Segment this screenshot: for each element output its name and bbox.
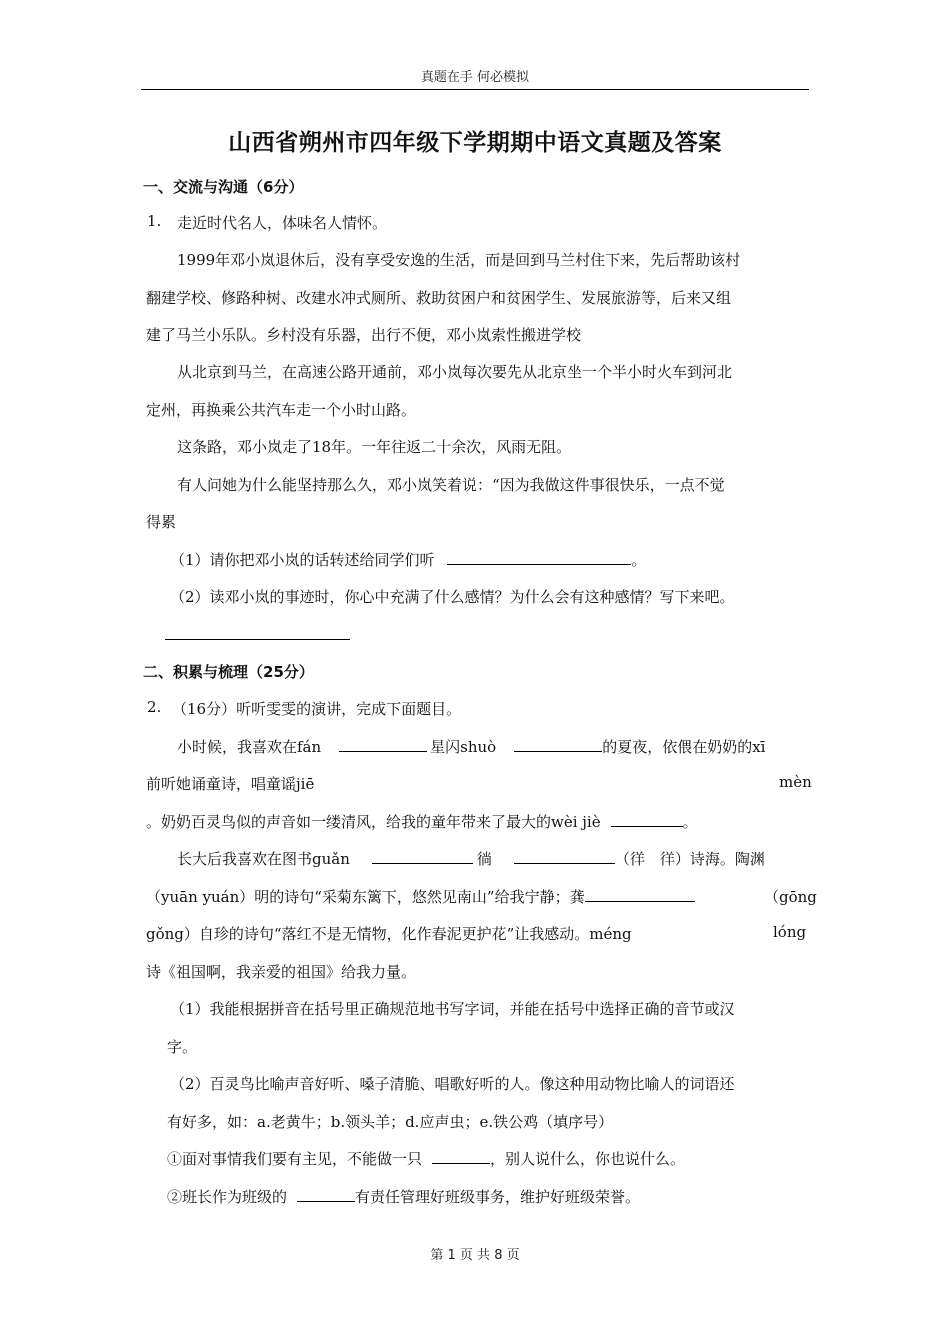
answer-blank[interactable]	[432, 1149, 490, 1164]
speech-text: （gōng	[764, 888, 817, 906]
passage-line: 有人问她为什么能坚持那么久，邓小岚笑着说：“因为我做这件事很快乐，一点不觉	[177, 476, 725, 494]
answer-blank[interactable]	[339, 737, 427, 752]
speech-line-1	[177, 736, 765, 757]
answer-blank[interactable]	[372, 849, 473, 864]
sub-question-text: 字。	[167, 1038, 198, 1056]
sub-question-text: 有好多，如：a.老黄牛；b.领头羊；d.应声虫；e.铁公鸡（填序号）	[167, 1113, 614, 1131]
speech-text: 小时候，我喜欢在fán	[177, 738, 322, 756]
answer-blank[interactable]	[297, 1187, 355, 1202]
answer-blank[interactable]	[514, 849, 615, 864]
header-rule	[141, 89, 809, 90]
speech-text: 长大后我喜欢在图书guǎn	[177, 850, 350, 868]
section-2-heading: 二、积累与梳理（25分）	[143, 663, 314, 681]
speech-text: 的夏夜，依偎在奶奶的xī	[602, 738, 766, 756]
speech-text: 。奶奶百灵鸟似的声音如一缕清风，给我的童年带来了最大的wèi jiè	[146, 813, 601, 831]
section-1-heading: 一、交流与沟通（6分）	[143, 178, 304, 196]
speech-line-4	[177, 848, 765, 869]
question-1-text: 走近时代名人，体味名人情怀。	[177, 214, 388, 232]
answer-blank[interactable]	[165, 639, 350, 640]
speech-line-5	[146, 886, 695, 907]
sub-question-1-end: 。	[631, 551, 647, 569]
question-2-text: （16分）听听雯雯的演讲，完成下面题目。	[172, 700, 462, 718]
choice-text: ，别人说什么，你也说什么。	[490, 1150, 686, 1168]
speech-text: 诗《祖国啊，我亲爱的祖国》给我力量。	[146, 963, 417, 981]
sub-question-text: （1）我能根据拼音在括号里正确规范地书写字词，并能在括号中选择正确的音节或汉	[170, 1000, 735, 1018]
passage-line: 建了马兰小乐队。乡村没有乐器，出行不便，邓小岚索性搬进学校	[146, 326, 582, 344]
speech-text: 徜	[476, 850, 492, 868]
passage-line: 这条路，邓小岚走了18年。一年往返二十余次，风雨无阻。	[177, 438, 572, 456]
speech-text: 前听她诵童诗，唱童谣jiē	[146, 775, 315, 793]
speech-text: mèn	[779, 773, 812, 791]
question-2-label: 2.	[147, 698, 162, 716]
sub-question-1-text: （1）请你把邓小岚的话转述给同学们听	[170, 551, 435, 569]
passage-line: 翻建学校、修路种树、改建水冲式厕所、救助贫困户和贫困学生、发展旅游等，后来又组	[146, 289, 732, 307]
speech-text: gǒng）自珍的诗句“落红不是无情物，化作春泥更护花”让我感动。méng	[146, 925, 632, 943]
answer-blank[interactable]	[585, 887, 695, 902]
passage-line: 得累	[146, 513, 177, 531]
answer-blank[interactable]	[514, 737, 602, 752]
document-title: 山西省朔州市四年级下学期期中语文真题及答案	[228, 130, 722, 156]
answer-blank[interactable]	[611, 812, 683, 827]
speech-text: 星闪shuò	[430, 738, 497, 756]
speech-text: lóng	[773, 923, 807, 941]
page-header: 真题在手 何必模拟	[420, 70, 530, 85]
passage-line: 定州，再换乘公共汽车走一个小时山路。	[146, 401, 417, 419]
sub-question-1	[170, 549, 646, 570]
passage-line: 1999年邓小岚退休后，没有享受安逸的生活，而是回到马兰村住下来，先后帮助该村	[177, 251, 741, 269]
page-footer: 第 1 页 共 8 页	[430, 1248, 520, 1263]
choice-text: ②班长作为班级的	[167, 1188, 288, 1206]
speech-text: （yuān yuán）明的诗句“采菊东篱下，悠然见南山”给我宁静；龚	[146, 888, 585, 906]
choice-item-1	[167, 1148, 685, 1169]
sub-question-2: （2）读邓小岚的事迹时，你心中充满了什么感情？为什么会有这种感情？写下来吧。	[170, 588, 735, 606]
answer-blank[interactable]	[447, 550, 631, 565]
choice-text: ①面对事情我们要有主见，不能做一只	[167, 1150, 423, 1168]
question-1-label: 1.	[147, 212, 162, 230]
passage-line: 从北京到马兰，在高速公路开通前，邓小岚每次要先从北京坐一个半小时火车到河北	[177, 363, 733, 381]
speech-text: （徉 徉）诗海。陶渊	[614, 850, 765, 868]
choice-text: 有责任管理好班级事务，维护好班级荣誉。	[355, 1188, 641, 1206]
speech-line-3	[146, 811, 698, 832]
sub-question-text: （2）百灵鸟比喻声音好听、嗓子清脆、唱歌好听的人。像这种用动物比喻人的词语还	[170, 1075, 735, 1093]
speech-text: 。	[682, 813, 698, 831]
choice-item-2	[167, 1186, 640, 1207]
